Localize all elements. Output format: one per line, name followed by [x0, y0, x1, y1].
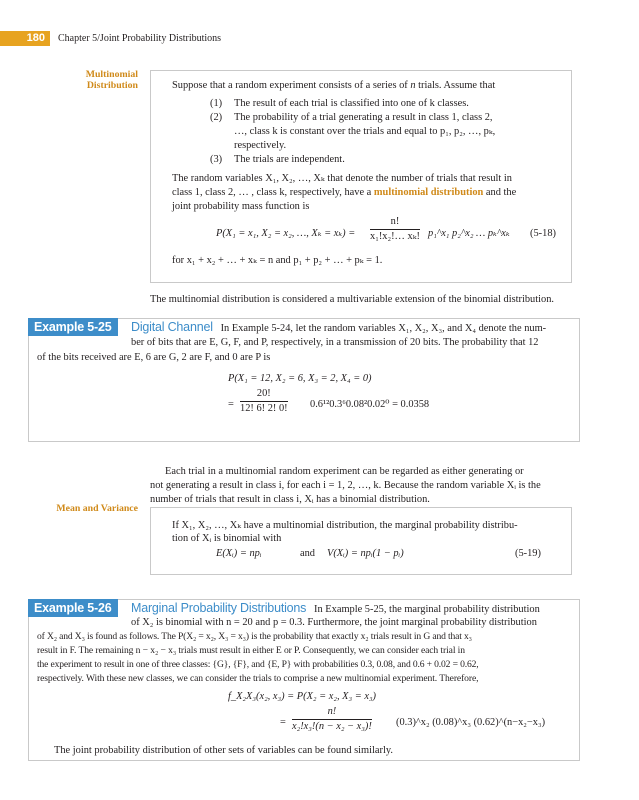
- rv-line2: [172, 186, 516, 200]
- example-5-26-line1-text: In Example 5-25, the marginal probability distribution: [314, 604, 540, 615]
- example-5-26-line5: the experiment to result in one of three classes: {G}, {F}, and {E, P} with probabilities 0.3, 0.08, and 0.6 + 0.02 = 0.62,: [37, 659, 479, 670]
- example-5-26-label: Example 5-26: [28, 599, 118, 617]
- mean-variance-line2: tion of Xᵢ is binomial with: [172, 533, 282, 544]
- example-5-26-numerator: n!: [292, 706, 372, 720]
- multinomial-term: multinomial distribution: [373, 187, 484, 198]
- margin-note-multinomial-line1: Multinomial: [85, 69, 138, 80]
- rv-line1: The random variables X₁, X₂, …, Xₖ that denote the number of trials that result in: [172, 173, 512, 184]
- pmf-denominator: x₁!x₂!… xₖ!: [370, 231, 420, 242]
- example-5-26-line3: of X₂ and X₃ is found as follows. The P(X₂ = x₂, X₃ = x₃) is the probability that exactly x₂ trials result in G and that x₃: [37, 631, 472, 642]
- example-5-25-eq2-equals: =: [228, 399, 234, 410]
- definition-intro: [172, 79, 495, 93]
- pmf-equation: [216, 216, 556, 250]
- example-5-25-result: 0.6¹²0.3⁶0.08²0.02⁰ = 0.0358: [310, 399, 430, 410]
- example-5-25-fraction: [240, 388, 288, 415]
- condition-2-line3: respectively.: [234, 140, 287, 151]
- example-5-26-line6: respectively. With these new classes, we can consider the trials to comprise a new multinomial experiment. Therefore,: [37, 673, 479, 684]
- condition-2-line1: The probability of a trial generating a result in class 1, class 2,: [234, 112, 493, 123]
- example-5-26-line4: result in F. The remaining n − x₂ − x₃ trials must result in either E or P. Consequently, we can consider each trial in: [37, 645, 465, 656]
- condition-3: [210, 153, 540, 167]
- margin-note-multinomial: [54, 69, 138, 91]
- pmf-constraint: for x₁ + x₂ + … + xₖ = n and p₁ + p₂ + … + pₖ = 1.: [172, 255, 383, 266]
- variance-formula: V(Xᵢ) = npᵢ(1 − pᵢ): [327, 548, 404, 559]
- definition-intro-n: n: [410, 80, 416, 91]
- and-word: and: [300, 548, 316, 559]
- definition-intro-b: trials. Assume that: [415, 80, 496, 91]
- condition-2-number: (2): [210, 112, 223, 123]
- condition-1-text: The result of each trial is classified into one of k classes.: [234, 98, 469, 109]
- trial-para-line1: Each trial in a multinomial random experiment can be regarded as either generating or: [165, 466, 524, 477]
- example-5-26-rhs: (0.3)^x₂ (0.08)^x₃ (0.62)^(n−x₂−x₃): [396, 717, 546, 728]
- pmf-numerator: n!: [370, 216, 420, 230]
- example-5-25-title: Digital Channel: [131, 320, 213, 334]
- example-5-25-line2: ber of bits that are E, G, F, and P, respectively, in a transmission of 20 bits. The probability that 12: [131, 337, 539, 348]
- example-5-25-line3: of the bits received are E, 6 are G, 2 are F, and 0 are P is: [37, 352, 271, 363]
- example-5-25-eq2: [228, 388, 488, 420]
- condition-3-text: The trials are independent.: [234, 154, 345, 165]
- condition-3-number: (3): [210, 154, 223, 165]
- example-5-26-eq1: f_X₂X₃(x₂, x₃) = P(X₂ = x₂, X₃ = x₃): [228, 691, 377, 702]
- example-5-26-line2: of X₂ is binomial with n = 20 and p = 0.3. Furthermore, the joint marginal probability distribution: [131, 617, 537, 628]
- margin-note-multinomial-line2: Distribution: [86, 80, 138, 91]
- eq-number-5-19: (5-19): [515, 548, 541, 559]
- pmf-rhs: p₁^x₁ p₂^x₂ … pₖ^xₖ: [428, 228, 510, 239]
- extension-note: The multinomial distribution is considered a multivariable extension of the binomial distribution.: [150, 294, 555, 305]
- condition-2-line2: …, class k is constant over the trials and equal to p₁, p₂, …, pₖ,: [234, 126, 496, 137]
- example-5-25-line1-text: In Example 5-24, let the random variables X₁, X₂, X₃, and X₄ denote the num-: [220, 323, 547, 334]
- example-5-25-denominator: 12! 6! 2! 0!: [240, 403, 288, 414]
- page-number: 180: [0, 31, 50, 46]
- margin-note-mean-variance: Mean and Variance: [56, 503, 138, 514]
- pmf-lhs: P(X₁ = x₁, X₂ = x₂, …, Xₖ = xₖ) =: [216, 228, 356, 239]
- expectation-formula: E(Xᵢ) = npᵢ: [216, 548, 262, 559]
- running-head: Chapter 5/Joint Probability Distributions: [58, 33, 222, 44]
- example-5-25-label: Example 5-25: [28, 318, 118, 336]
- pmf-fraction: [370, 216, 420, 243]
- example-5-25-eq1: P(X₁ = 12, X₂ = 6, X₃ = 2, X₄ = 0): [228, 373, 372, 384]
- mean-variance-line1: If X₁, X₂, …, Xₖ have a multinomial distribution, the marginal probability distribu-: [172, 520, 518, 531]
- rv-line2-b: and the: [483, 187, 517, 198]
- example-5-26-eq2-equals: =: [280, 717, 286, 728]
- definition-intro-a: Suppose that a random experiment consists of a series of: [172, 80, 411, 91]
- example-5-26-line1: [131, 601, 540, 617]
- example-5-26-denominator: x₂!x₃!(n − x₂ − x₃)!: [292, 721, 372, 732]
- example-5-26-eq2: [280, 706, 546, 738]
- condition-1-number: (1): [210, 98, 223, 109]
- trial-para-line2: not generating a result in class i, for each i = 1, 2, …, k. Because the random variable Xᵢ is the: [150, 480, 541, 491]
- example-5-26-title: Marginal Probability Distributions: [131, 601, 307, 615]
- example-5-26-closing: The joint probability distribution of other sets of variables can be found similarly.: [54, 745, 393, 756]
- example-5-25-numerator: 20!: [240, 388, 288, 402]
- condition-2: [210, 111, 540, 153]
- rv-line3: joint probability mass function is: [172, 201, 310, 212]
- eq-number-5-18: (5-18): [530, 228, 556, 239]
- example-5-25-line1: [131, 320, 546, 336]
- condition-list: [210, 97, 540, 167]
- trial-para-line3: number of trials that result in class i, Xᵢ has a binomial distribution.: [150, 494, 430, 505]
- condition-1: [210, 97, 540, 111]
- example-5-26-fraction: [292, 706, 372, 733]
- rv-line2-a: class 1, class 2, … , class k, respectively, have a: [172, 187, 374, 198]
